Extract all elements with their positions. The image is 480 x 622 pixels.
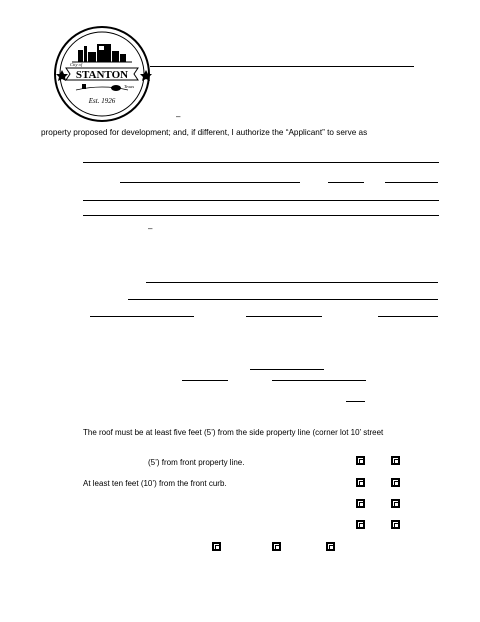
curb-setback-text: At least ten feet (10’) from the front curb. xyxy=(83,479,227,488)
checkbox[interactable] xyxy=(356,456,365,465)
field-line[interactable] xyxy=(328,182,364,183)
authorization-text: property proposed for development; and, if different, I authorize the “Applicant” to serve as xyxy=(41,128,368,137)
field-line[interactable] xyxy=(83,200,439,201)
checkbox[interactable] xyxy=(391,520,400,529)
checkbox[interactable] xyxy=(391,499,400,508)
field-line[interactable] xyxy=(182,380,228,381)
checkbox[interactable] xyxy=(356,499,365,508)
city-seal-logo xyxy=(52,24,152,124)
seal-city-name: STANTON xyxy=(75,69,129,81)
field-line[interactable] xyxy=(120,182,300,183)
field-line[interactable] xyxy=(246,316,322,317)
field-line[interactable] xyxy=(346,401,365,402)
field-line[interactable] xyxy=(128,299,438,300)
checkbox[interactable] xyxy=(212,542,221,551)
checkbox[interactable] xyxy=(391,478,400,487)
roof-setback-text: The roof must be at least five feet (5’) from the side property line (corner lot 10’ street xyxy=(83,428,384,437)
header-title-line xyxy=(150,66,414,67)
checkbox[interactable] xyxy=(356,478,365,487)
field-line[interactable] xyxy=(378,316,438,317)
field-line[interactable] xyxy=(250,369,324,370)
field-line[interactable] xyxy=(83,215,439,216)
field-line[interactable] xyxy=(272,380,366,381)
seal-left-tag: City of xyxy=(70,62,83,67)
field-line[interactable] xyxy=(90,316,194,317)
field-line[interactable] xyxy=(146,282,438,283)
dash-mark: – xyxy=(148,224,153,233)
field-line[interactable] xyxy=(83,162,439,163)
front-setback-text: (5’) from front property line. xyxy=(148,458,245,467)
seal-right-tag: Texas xyxy=(124,84,135,89)
checkbox[interactable] xyxy=(356,520,365,529)
seal-established: Est. 1926 xyxy=(88,97,116,105)
checkbox[interactable] xyxy=(326,542,335,551)
dash-mark: – xyxy=(176,112,181,121)
checkbox[interactable] xyxy=(272,542,281,551)
checkbox[interactable] xyxy=(391,456,400,465)
field-line[interactable] xyxy=(385,182,438,183)
